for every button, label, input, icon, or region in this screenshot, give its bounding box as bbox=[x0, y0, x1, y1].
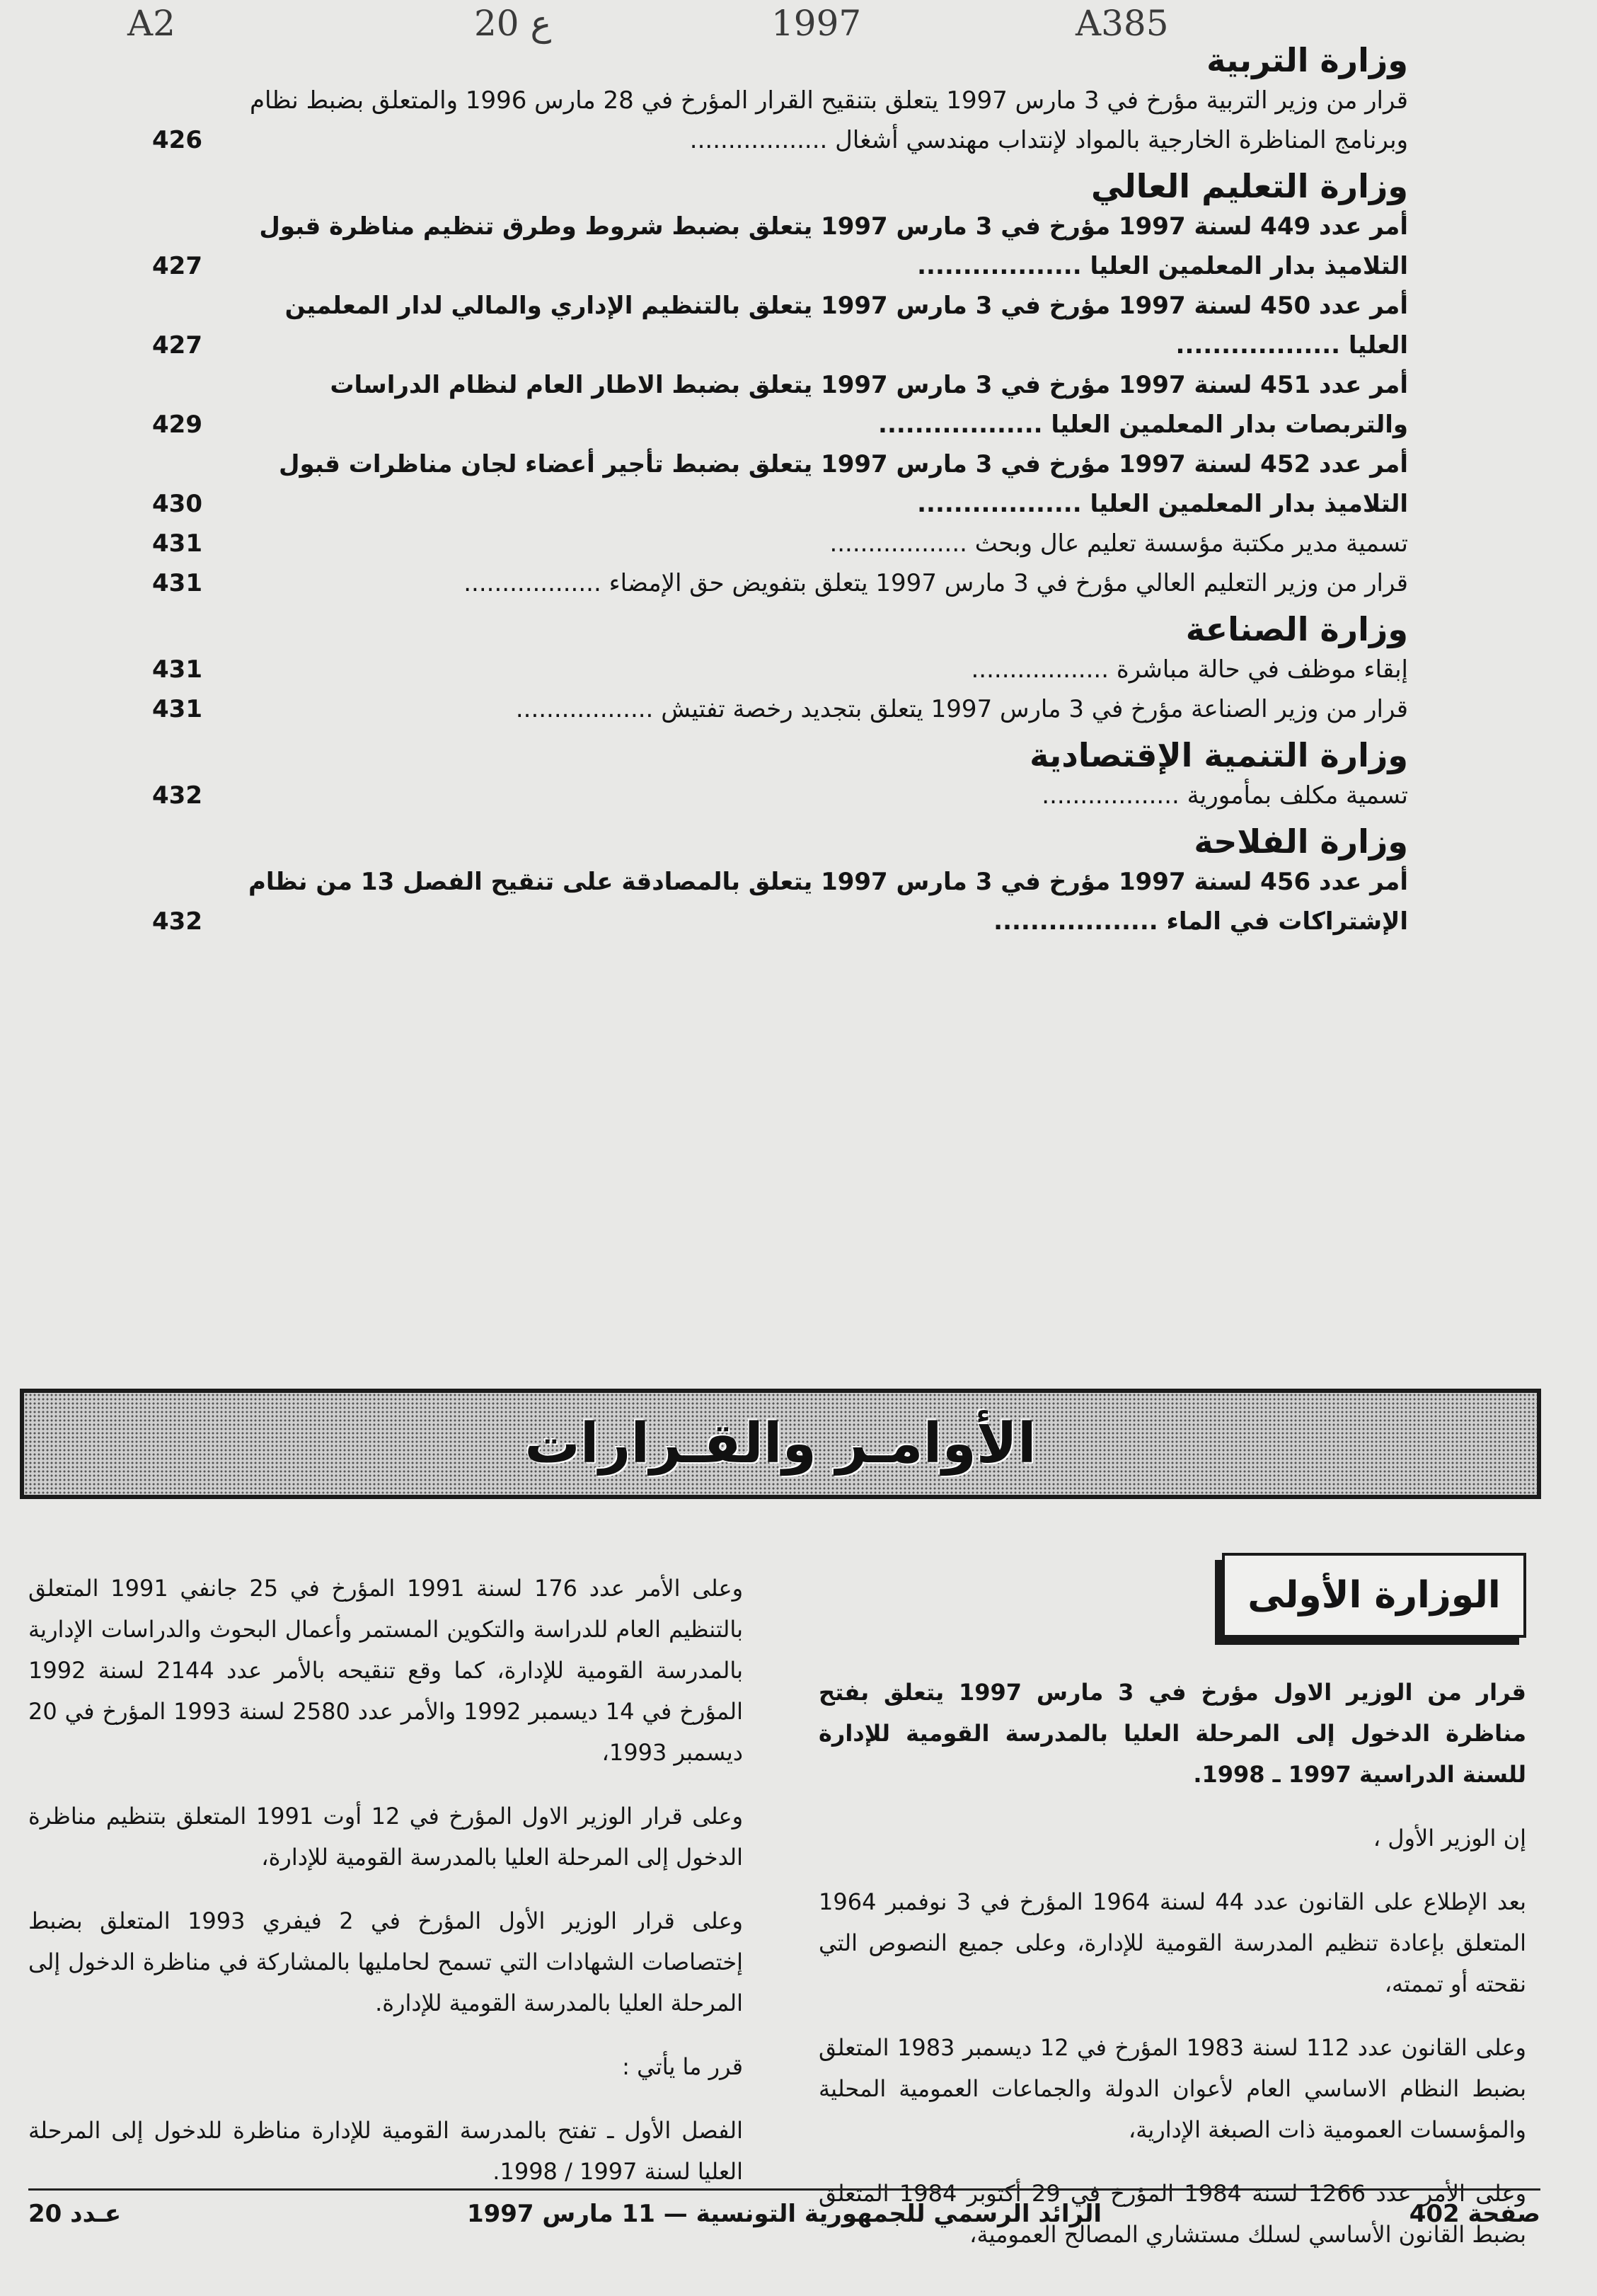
toc-page-number: 426 bbox=[152, 126, 202, 154]
toc-entry-text: قرار من وزير الصناعة مؤرخ في 3 مارس 1997 يتعلق بتجديد رخصة تفتيش bbox=[661, 695, 1408, 723]
left-column-paragraph: الفصل الأول ـ تفتح بالمدرسة القومية للإدارة مناظرة للدخول إلى المرحلة العليا لسنة 1997 / 1998. bbox=[28, 2117, 743, 2185]
right-column-paragraph: وعلى الأمر عدد 1266 لسنة 1984 المؤرخ في 29 أكتوبر 1984 المتعلق بضبط القانون الأساسي لسلك مستشاري المصالح العمومية، bbox=[819, 2180, 1527, 2248]
footer-journal-title: الرائد الرسمي للجمهورية التونسية — 11 مارس 1997 bbox=[466, 2200, 1102, 2228]
ministry-title-box: الوزارة الأولى bbox=[1222, 1553, 1526, 1638]
toc-entry bbox=[142, 563, 1408, 603]
toc-entry-text: أمر عدد 449 لسنة 1997 مؤرخ في 3 مارس 1997 يتعلق بضبط شروط وطرق تنظيم مناظرة قبول التلاميذ بدار المعلمين العليا bbox=[259, 212, 1408, 280]
toc-page-number: 431 bbox=[152, 529, 202, 558]
handwritten-note-2: 20 ع bbox=[474, 3, 552, 44]
toc-ministry-heading: وزارة الصناعة bbox=[1185, 610, 1408, 648]
right-column-paragraph: إن الوزير الأول ، bbox=[1373, 1825, 1526, 1852]
toc-leader-dots: .................. bbox=[829, 529, 975, 558]
right-column-paragraph: بعد الإطلاع على القانون عدد 44 لسنة 1964 المؤرخ في 3 نوفمبر 1964 المتعلق بإعادة تنظيم المدرسة القومية للإدارة، وعلى جميع النصوص التي نقحته أو تممته، bbox=[819, 1888, 1526, 1997]
table-of-contents bbox=[142, 41, 1408, 941]
left-column-paragraph: قرر ما يأتي : bbox=[622, 2053, 743, 2080]
toc-page-number: 431 bbox=[152, 569, 202, 597]
left-column-paragraph: وعلى قرار الوزير الاول المؤرخ في 12 أوت 1991 المتعلق بتنظيم مناظرة الدخول إلى المرحلة العليا بالمدرسة القومية للإدارة، bbox=[28, 1803, 744, 1871]
right-column bbox=[819, 1672, 1526, 2278]
toc-entry bbox=[142, 862, 1408, 941]
toc-leader-dots: .................. bbox=[993, 907, 1167, 936]
toc-entry-text: قرار من وزير التربية مؤرخ في 3 مارس 1997 يتعلق بتنقيح القرار المؤرخ في 28 مارس 1996 والمتعلق بضبط نظام وبرنامج المناظرة الخارجية بالمواد لإنتداب مهندسي أشغال bbox=[250, 86, 1408, 154]
right-column-paragraph: وعلى القانون عدد 112 لسنة 1983 المؤرخ في 12 ديسمبر 1983 المتعلق بضبط النظام الاساسي العام لأعوان الدولة والجماعات العمومية المحلية والمؤسسات العمومية ذات الصبغة الإدارية، bbox=[819, 2034, 1527, 2143]
toc-entry-text: أمر عدد 450 لسنة 1997 مؤرخ في 3 مارس 1997 يتعلق بالتنظيم الإداري والمالي لدار المعلمين العليا bbox=[284, 292, 1408, 360]
footer-rule bbox=[28, 2188, 1540, 2191]
toc-page-number: 431 bbox=[152, 695, 202, 723]
toc-ministry-heading: وزارة التنمية الإقتصادية bbox=[1030, 736, 1408, 774]
toc-entry-text: أمر عدد 452 لسنة 1997 مؤرخ في 3 مارس 1997 يتعلق بضبط تأجير أعضاء لجان مناظرات قبول التلاميذ بدار المعلمين العليا bbox=[278, 450, 1408, 518]
toc-page-number: 429 bbox=[152, 411, 202, 439]
toc-entry bbox=[142, 650, 1408, 689]
toc-page-number: 427 bbox=[152, 252, 202, 280]
toc-entry bbox=[142, 286, 1408, 365]
toc-entry bbox=[142, 524, 1408, 563]
toc-entry bbox=[142, 81, 1408, 160]
toc-entry-text: إبقاء موظف في حالة مباشرة bbox=[1116, 655, 1408, 684]
toc-entry-text: قرار من وزير التعليم العالي مؤرخ في 3 مارس 1997 يتعلق بتفويض حق الإمضاء bbox=[609, 569, 1408, 597]
toc-leader-dots: .................. bbox=[1175, 331, 1349, 360]
toc-entry-text: أمر عدد 456 لسنة 1997 مؤرخ في 3 مارس 1997 يتعلق بالمصادقة على تنقيح الفصل 13 من نظام الإشتراكات في الماء bbox=[248, 868, 1408, 936]
toc-entry bbox=[142, 365, 1408, 444]
toc-leader-dots: .................. bbox=[689, 126, 836, 154]
toc-leader-dots: .................. bbox=[971, 655, 1117, 684]
toc-leader-dots: .................. bbox=[917, 252, 1090, 280]
section-banner bbox=[20, 1389, 1541, 1499]
toc-entry bbox=[142, 689, 1408, 729]
toc-leader-dots: .................. bbox=[1042, 781, 1187, 810]
banner-title: الأوامـر والقـرارات bbox=[524, 1412, 1037, 1476]
left-column-paragraph: وعلى قرار الوزير الأول المؤرخ في 2 فيفري 1993 المتعلق بضبط إختصاصات الشهادات التي تسمح لحامليها بالمشاركة في مناظرة الدخول إلى المرحلة العليا بالمدرسة القومية للإدارة. bbox=[28, 1907, 744, 2016]
left-column-paragraph: وعلى الأمر عدد 176 لسنة 1991 المؤرخ في 25 جانفي 1991 المتعلق بالتنظيم العام للدراسة والتكوين المستمر وأعمال البحوث والدراسات الإدارية بالمدرسة القومية للإدارة، كما وقع تنقيحه بالأمر عدد 2144 لسنة 1992 المؤرخ في 14 ديسمبر 1992 والأمر عدد 2580 لسنة 1993 المؤرخ في 20 ديسمبر 1993، bbox=[28, 1575, 744, 1766]
toc-entry-text: تسمية مدير مكتبة مؤسسة تعليم عال وبحث bbox=[974, 529, 1408, 558]
toc-entry-text: تسمية مكلف بمأمورية bbox=[1187, 781, 1408, 810]
toc-page-number: 427 bbox=[152, 331, 202, 360]
toc-entry bbox=[142, 444, 1408, 524]
footer-issue-number: عـدد 20 bbox=[28, 2200, 122, 2228]
right-column-paragraph: قرار من الوزير الاول مؤرخ في 3 مارس 1997 يتعلق بفتح مناظرة الدخول إلى المرحلة العليا بالمدرسة القومية للإدارة للسنة الدراسية 1997 ـ 1998. bbox=[819, 1679, 1527, 1788]
handwritten-note-4: A385 bbox=[1076, 3, 1169, 44]
toc-ministry-heading: وزارة التربية bbox=[1206, 41, 1408, 79]
handwritten-note-1: A2 bbox=[127, 3, 175, 44]
toc-leader-dots: .................. bbox=[515, 695, 662, 723]
toc-page-number: 432 bbox=[152, 907, 202, 936]
toc-page-number: 431 bbox=[152, 655, 202, 684]
toc-entry-text: أمر عدد 451 لسنة 1997 مؤرخ في 3 مارس 1997 يتعلق بضبط الاطار العام لنظام الدراسات والتربصات بدار المعلمين العليا bbox=[330, 371, 1408, 439]
toc-entry bbox=[142, 776, 1408, 815]
left-column bbox=[28, 1568, 743, 2215]
toc-ministry-heading: وزارة التعليم العالي bbox=[1090, 167, 1408, 205]
toc-ministry-heading: وزارة الفلاحة bbox=[1194, 822, 1408, 861]
toc-page-number: 432 bbox=[152, 781, 202, 810]
toc-leader-dots: .................. bbox=[878, 411, 1051, 439]
toc-entry bbox=[142, 207, 1408, 286]
handwritten-note-3: 1997 bbox=[771, 3, 862, 44]
footer-page-number: صفحة 402 bbox=[1409, 2200, 1540, 2228]
toc-page-number: 430 bbox=[152, 490, 202, 518]
page-footer bbox=[28, 2200, 1540, 2235]
toc-leader-dots: .................. bbox=[463, 569, 609, 597]
toc-leader-dots: .................. bbox=[917, 490, 1090, 518]
